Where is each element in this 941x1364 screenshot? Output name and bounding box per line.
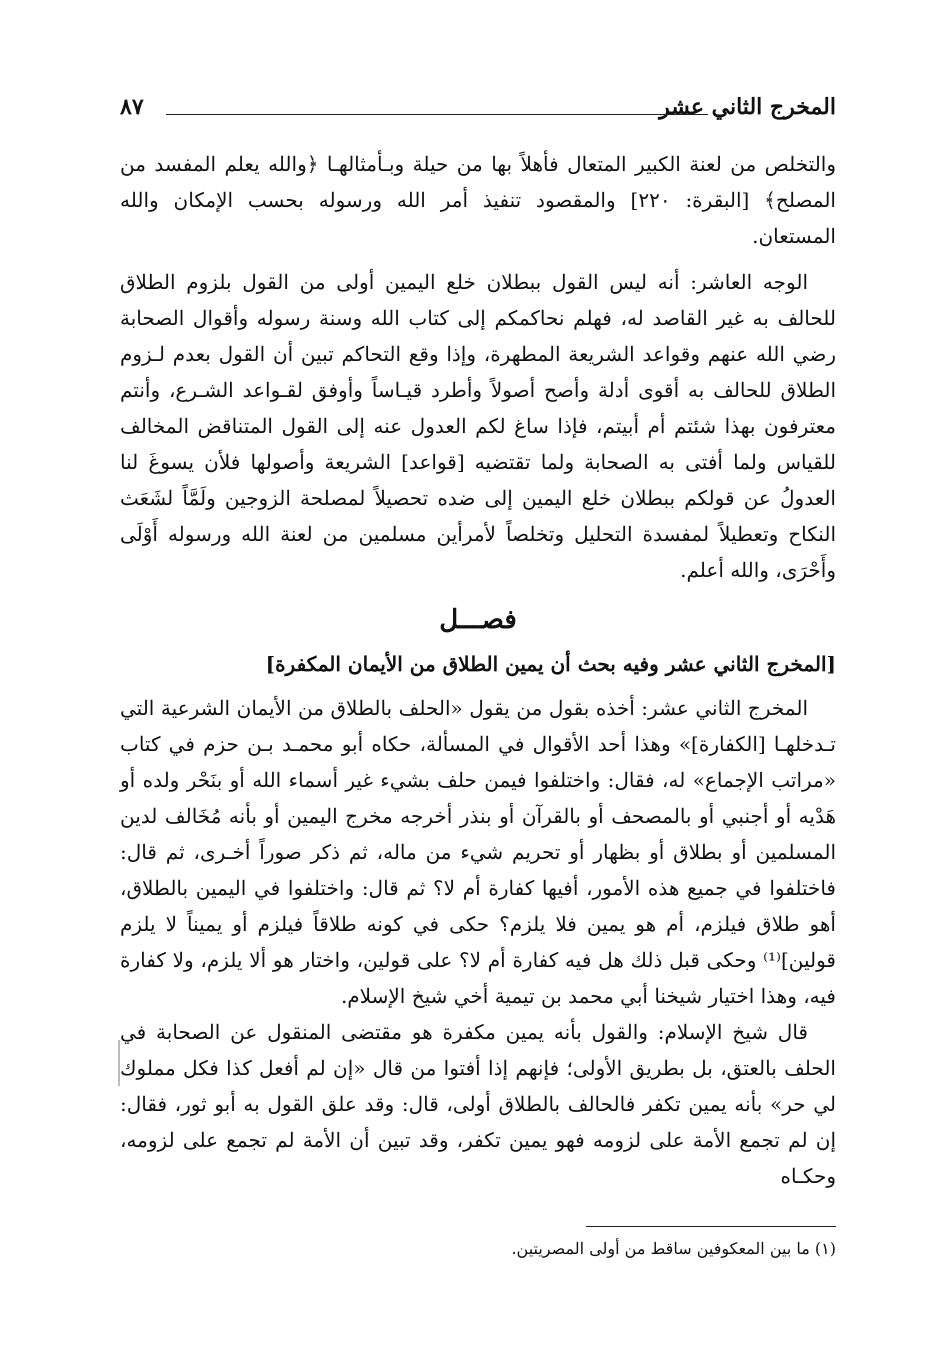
section-subtitle: [المخرج الثاني عشر وفيه بحث أن يمين الطلاق من الأيمان المكفرة]	[265, 652, 836, 676]
running-title: المخرج الثاني عشر	[659, 94, 836, 120]
body-text	[120, 146, 836, 1194]
paragraph-1: والتخلص من لعنة الكبير المتعال فأهلاً بها من حيلة وبـأمثالهـا ﴿والله يعلم المفسد من المصلح﴾ [البقرة: ٢٢٠] والمقصود تنفيذ أمر الله ورسوله بحسب الإمكان والله المستعان.	[120, 152, 836, 248]
paragraph-2: الوجه العاشر: أنه ليس القول ببطلان خلع اليمين أولى من القول بلزوم الطلاق للحالف به غير القاصد له، فهلم نحاكمكم إلى كتاب الله وسنة رسوله وأقوال الصحابة رضي الله عنهم وقواعد الشريعة المطهرة، وإذا وقع التحاكم تبين أن القول بعدم لـزوم الطلاق للحالف به أقوى أدلة وأصح أصولاً وأطرد قيـاساً وأوفق لقـواعد الشـرع، وأنتم معترفون بهذا شئتم أم أبيتم، فإذا ساغ لكم العدول عنه إلى القول المتناقض المخالف للقياس ولما أفتى به الصحابة ولما تقتضيه [قواعد] الشريعة وأصولها فلأن يسوغَ لنا العدولُ عن قولكم ببطلان خلع اليمين إلى ضده تحصيلاً لمصلحة الزوجين ولَمَّاً لشَعَث النكاح وتعطيلاً لمفسدة التحليل وتخلصاً لأمرأين مسلمين من لعنة الله ورسوله أَوْلَى وأَحْرَى، والله أعلم.	[120, 270, 837, 582]
footnote-rule	[586, 1226, 836, 1227]
footnote: (١) ما بين المعكوفين ساقط من أولى المصريتين.	[511, 1239, 836, 1258]
section-title: فصـــل	[439, 605, 517, 635]
paragraph-4: قال شيخ الإسلام: والقول بأنه يمين مكفرة هو مقتضى المنقول عن الصحابة في الحلف بالعتق، بل بطريق الأولى؛ فإنهم إذا أفتوا من قال «إن لم أفعل كذا فكل مملوك لي حر» بأنه يمين تكفر فالحالف بالطلاق أولى، قال: وقد علق القول به أبو ثور، فقال: إن لم تجمع الأمة على لزومه فهو يمين تكفر، وقد تبين أن الأمة لم تجمع على لزومه، وحكـاه	[120, 1020, 836, 1188]
paragraph-3: المخرج الثاني عشر: أخذه بقول من يقول «الحلف بالطلاق من الأيمان الشرعية التي تـدخلهـا [الكفارة]» وهذا أحد الأقوال في المسألة، حكاه أبو محمـد بـن حزم في كتاب «مراتب الإجماع» له، فقال: واختلفوا فيمن حلف بشيء غير أسماء الله أو بنَحْر ولده أو هَدْيه أو أجنبي أو بالمصحف أو بالقرآن أو بنذر أخرجه مخرج اليمين أو بأنه مُخَالف لدين المسلمين أو بطلاق أو بظهار أو تحريم شيء من ماله، ثم ذكر صوراً أخـرى، ثم قال: فاختلفوا في جميع هذه الأمور، أفيها كفارة أم لا؟ ثم قال: واختلفوا في اليمين بالطلاق، أهو طلاق فيلزم، أم هو يمين فلا يلزم؟ حكى في كونه طلاقاً فيلزم أو يميناً لا يلزم قولين]⁽¹⁾ وحكى قبل ذلك هل فيه كفارة أم لا؟ على قولين، واختار هو ألا يلزم، ولا كفارة فيه، وهذا اختيار شيخنا أبي محمد بن تيمية أخي شيخ الإسلام.	[120, 696, 836, 1008]
header-rule	[166, 114, 708, 115]
running-header	[120, 92, 836, 126]
margin-mark	[118, 1040, 120, 1086]
page-number: ٨٧	[120, 94, 144, 120]
